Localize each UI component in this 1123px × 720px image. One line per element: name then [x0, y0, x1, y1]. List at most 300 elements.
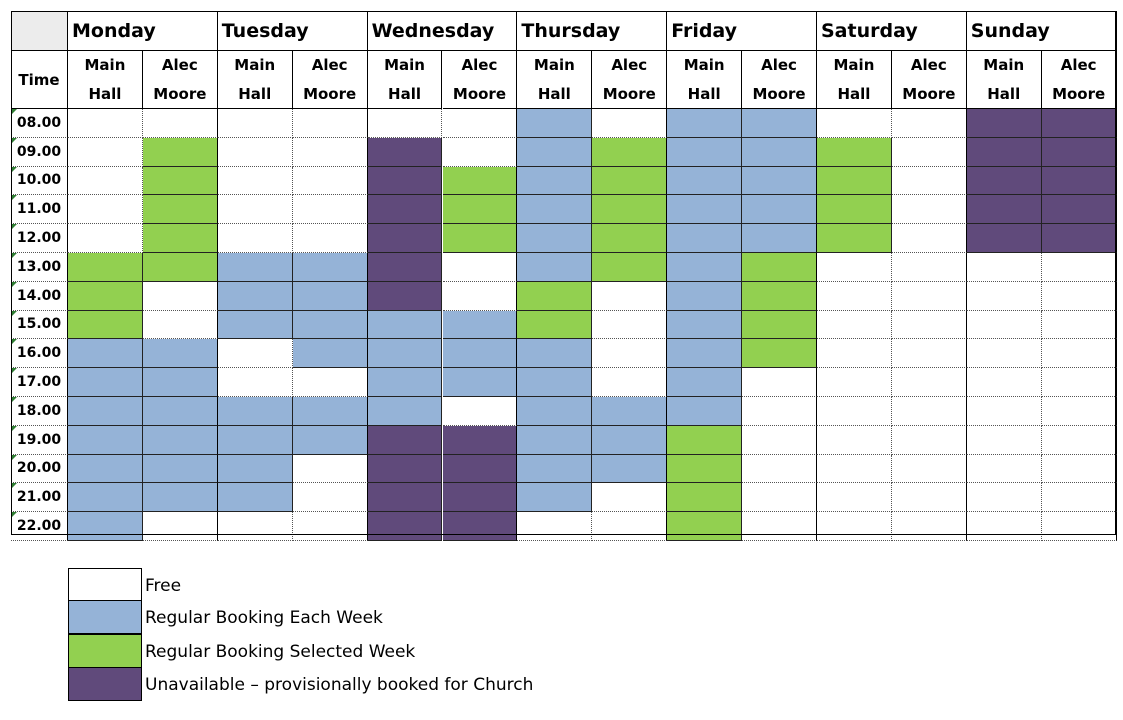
- room-header-line: Hall: [88, 85, 122, 103]
- booking-slot[interactable]: [1042, 455, 1117, 484]
- booking-slot[interactable]: [592, 339, 667, 368]
- booking-slot[interactable]: [68, 455, 143, 484]
- room-header-line: Alec: [1060, 56, 1097, 74]
- room-header-alec-moore: [293, 51, 368, 109]
- booking-slot[interactable]: [742, 483, 817, 512]
- booking-slot[interactable]: [218, 282, 293, 311]
- room-header-line: Main: [84, 56, 126, 74]
- corner-marker-icon: [11, 455, 17, 461]
- booking-slot[interactable]: [667, 426, 742, 455]
- booking-slot[interactable]: [218, 311, 293, 340]
- booking-slot[interactable]: [68, 253, 143, 282]
- booking-slot[interactable]: [517, 512, 592, 541]
- booking-slot[interactable]: [443, 397, 518, 426]
- room-header-line: Moore: [902, 85, 956, 103]
- booking-slot[interactable]: [592, 368, 667, 397]
- booking-slot[interactable]: [667, 483, 742, 512]
- booking-slot[interactable]: [143, 397, 218, 426]
- booking-slot[interactable]: [742, 426, 817, 455]
- booking-slot[interactable]: [68, 397, 143, 426]
- booking-slot[interactable]: [742, 253, 817, 282]
- booking-slot[interactable]: [1042, 339, 1117, 368]
- booking-slot[interactable]: [817, 167, 892, 196]
- booking-slot[interactable]: [592, 109, 667, 138]
- booking-slot[interactable]: [218, 455, 293, 484]
- booking-slot[interactable]: [68, 311, 143, 340]
- booking-slot[interactable]: [967, 138, 1042, 167]
- legend-label: Free: [145, 576, 182, 596]
- booking-slot[interactable]: [517, 253, 592, 282]
- booking-slot[interactable]: [742, 195, 817, 224]
- booking-slot[interactable]: [368, 253, 443, 282]
- booking-slot[interactable]: [443, 368, 518, 397]
- booking-slot[interactable]: [592, 483, 667, 512]
- booking-slot[interactable]: [742, 109, 817, 138]
- booking-slot[interactable]: [592, 426, 667, 455]
- corner-marker-icon: [11, 512, 17, 518]
- booking-slot[interactable]: [517, 138, 592, 167]
- booking-slot[interactable]: [592, 195, 667, 224]
- booking-slot[interactable]: [967, 426, 1042, 455]
- time-cell: [11, 282, 68, 311]
- booking-slot[interactable]: [667, 339, 742, 368]
- booking-slot[interactable]: [218, 167, 293, 196]
- booking-slot[interactable]: [218, 512, 293, 541]
- room-header-line: Main: [983, 56, 1025, 74]
- booking-slot[interactable]: [68, 138, 143, 167]
- booking-slot[interactable]: [218, 368, 293, 397]
- booking-slot[interactable]: [68, 282, 143, 311]
- booking-slot[interactable]: [443, 109, 518, 138]
- legend-swatch: [68, 600, 142, 634]
- booking-slot[interactable]: [817, 282, 892, 311]
- room-header-line: Alec: [761, 56, 797, 74]
- time-label: 17.00: [16, 374, 62, 391]
- booking-slot[interactable]: [1042, 483, 1117, 512]
- booking-slot[interactable]: [517, 195, 592, 224]
- booking-slot[interactable]: [218, 426, 293, 455]
- time-cell: [11, 339, 68, 368]
- room-header-line: Main: [683, 56, 725, 74]
- booking-slot[interactable]: [1042, 138, 1117, 167]
- room-header-main-hall: [517, 51, 592, 109]
- booking-slot[interactable]: [892, 483, 967, 512]
- booking-slot[interactable]: [592, 224, 667, 253]
- booking-slot[interactable]: [667, 195, 742, 224]
- booking-slot[interactable]: [143, 167, 218, 196]
- room-header-main-hall: [967, 51, 1042, 109]
- booking-slot[interactable]: [68, 368, 143, 397]
- booking-slot[interactable]: [817, 426, 892, 455]
- booking-slot[interactable]: [667, 512, 742, 541]
- time-label: 22.00: [16, 518, 62, 535]
- booking-slot[interactable]: [368, 426, 443, 455]
- legend-item: [68, 600, 768, 634]
- booking-slot[interactable]: [293, 483, 368, 512]
- booking-slot[interactable]: [68, 483, 143, 512]
- time-cell: [11, 483, 68, 512]
- legend-item: [68, 634, 768, 668]
- room-header-line: Main: [533, 56, 575, 74]
- booking-slot[interactable]: [293, 368, 368, 397]
- booking-slot[interactable]: [592, 311, 667, 340]
- booking-slot[interactable]: [517, 167, 592, 196]
- booking-slot[interactable]: [817, 397, 892, 426]
- booking-slot[interactable]: [368, 195, 443, 224]
- booking-slot[interactable]: [293, 195, 368, 224]
- time-label: 16.00: [16, 345, 62, 362]
- room-header-line: Moore: [452, 85, 506, 103]
- booking-slot[interactable]: [443, 339, 518, 368]
- day-header-monday: Monday: [68, 11, 218, 51]
- time-label: 15.00: [16, 316, 62, 333]
- room-header-alec-moore: [742, 51, 817, 109]
- booking-slot[interactable]: [368, 512, 443, 541]
- legend-label: Unavailable – provisionally booked for Church: [145, 675, 534, 695]
- room-header-line: Moore: [303, 85, 357, 103]
- booking-slot[interactable]: [293, 224, 368, 253]
- booking-slot[interactable]: [517, 339, 592, 368]
- booking-slot[interactable]: [1042, 397, 1117, 426]
- booking-slot[interactable]: [742, 138, 817, 167]
- booking-slot[interactable]: [443, 282, 518, 311]
- corner-marker-icon: [11, 339, 17, 345]
- booking-slot[interactable]: [892, 397, 967, 426]
- booking-slot[interactable]: [293, 167, 368, 196]
- booking-slot[interactable]: [967, 397, 1042, 426]
- booking-slot[interactable]: [443, 195, 518, 224]
- time-label: 11.00: [16, 201, 62, 218]
- booking-slot[interactable]: [443, 138, 518, 167]
- legend-label: Regular Booking Each Week: [145, 608, 383, 628]
- booking-slot[interactable]: [68, 339, 143, 368]
- booking-slot[interactable]: [1042, 195, 1117, 224]
- booking-slot[interactable]: [967, 167, 1042, 196]
- booking-slot[interactable]: [517, 397, 592, 426]
- booking-slot[interactable]: [667, 397, 742, 426]
- booking-slot[interactable]: [967, 368, 1042, 397]
- booking-slot[interactable]: [443, 483, 518, 512]
- booking-slot[interactable]: [892, 253, 967, 282]
- booking-slot[interactable]: [967, 195, 1042, 224]
- time-label: 14.00: [16, 287, 62, 304]
- corner-marker-icon: [11, 282, 17, 288]
- time-label: 21.00: [16, 489, 62, 506]
- booking-slot[interactable]: [443, 224, 518, 253]
- booking-slot[interactable]: [443, 311, 518, 340]
- booking-slot[interactable]: [293, 397, 368, 426]
- room-header-line: Hall: [987, 85, 1021, 103]
- booking-slot[interactable]: [293, 282, 368, 311]
- room-header-main-hall: [667, 51, 742, 109]
- room-header-line: Moore: [602, 85, 656, 103]
- time-label: 10.00: [16, 172, 62, 189]
- booking-slot[interactable]: [667, 455, 742, 484]
- booking-slot[interactable]: [293, 311, 368, 340]
- booking-slot[interactable]: [1042, 253, 1117, 282]
- corner-marker-icon: [11, 253, 17, 259]
- booking-slot[interactable]: [517, 224, 592, 253]
- booking-slot[interactable]: [368, 339, 443, 368]
- time-label: 19.00: [16, 431, 62, 448]
- booking-slot[interactable]: [1042, 368, 1117, 397]
- booking-slot[interactable]: [368, 224, 443, 253]
- booking-slot[interactable]: [68, 426, 143, 455]
- corner-marker-icon: [11, 311, 17, 317]
- booking-slot[interactable]: [817, 138, 892, 167]
- booking-slot[interactable]: [592, 253, 667, 282]
- room-header-alec-moore: [592, 51, 667, 109]
- booking-slot[interactable]: [293, 455, 368, 484]
- booking-slot[interactable]: [817, 339, 892, 368]
- booking-slot[interactable]: [517, 109, 592, 138]
- booking-slot[interactable]: [892, 311, 967, 340]
- booking-slot[interactable]: [143, 512, 218, 541]
- booking-slot[interactable]: [293, 426, 368, 455]
- room-header-line: Main: [833, 56, 875, 74]
- day-header-thursday: Thursday: [517, 11, 667, 51]
- booking-slot[interactable]: [592, 512, 667, 541]
- day-header-friday: Friday: [667, 11, 817, 51]
- booking-slot[interactable]: [892, 455, 967, 484]
- booking-slot[interactable]: [742, 311, 817, 340]
- booking-slot[interactable]: [667, 253, 742, 282]
- booking-slot[interactable]: [68, 167, 143, 196]
- booking-slot[interactable]: [143, 339, 218, 368]
- time-label: 20.00: [16, 460, 62, 477]
- booking-slot[interactable]: [817, 109, 892, 138]
- room-header-line: Alec: [161, 56, 198, 74]
- time-cell: [11, 397, 68, 426]
- booking-slot[interactable]: [817, 483, 892, 512]
- corner-marker-icon: [11, 426, 17, 432]
- booking-slot[interactable]: [742, 368, 817, 397]
- booking-slot[interactable]: [218, 224, 293, 253]
- booking-slot[interactable]: [742, 282, 817, 311]
- booking-slot[interactable]: [667, 311, 742, 340]
- booking-slot[interactable]: [967, 253, 1042, 282]
- booking-slot[interactable]: [1042, 167, 1117, 196]
- booking-slot[interactable]: [967, 224, 1042, 253]
- room-header-line: Moore: [752, 85, 806, 103]
- booking-slot[interactable]: [293, 138, 368, 167]
- booking-slot[interactable]: [1042, 311, 1117, 340]
- booking-slot[interactable]: [817, 455, 892, 484]
- room-header-line: Moore: [1052, 85, 1106, 103]
- booking-slot[interactable]: [1042, 282, 1117, 311]
- booking-slot[interactable]: [592, 138, 667, 167]
- time-cell: [11, 195, 68, 224]
- booking-slot[interactable]: [368, 455, 443, 484]
- booking-slot[interactable]: [892, 368, 967, 397]
- booking-slot[interactable]: [143, 109, 218, 138]
- time-label: 13.00: [16, 258, 62, 275]
- booking-slot[interactable]: [368, 311, 443, 340]
- corner-marker-icon: [11, 368, 17, 374]
- booking-slot[interactable]: [592, 397, 667, 426]
- corner-cell: [11, 11, 68, 51]
- booking-slot[interactable]: [667, 138, 742, 167]
- booking-slot[interactable]: [592, 455, 667, 484]
- booking-slot[interactable]: [967, 455, 1042, 484]
- booking-slot[interactable]: [443, 426, 518, 455]
- booking-slot[interactable]: [517, 368, 592, 397]
- booking-slot[interactable]: [667, 167, 742, 196]
- booking-slot[interactable]: [817, 311, 892, 340]
- booking-slot[interactable]: [143, 282, 218, 311]
- booking-slot[interactable]: [892, 138, 967, 167]
- room-header-line: Hall: [388, 85, 422, 103]
- booking-slot[interactable]: [293, 253, 368, 282]
- booking-slot[interactable]: [817, 253, 892, 282]
- time-cell: [11, 109, 68, 138]
- booking-slot[interactable]: [967, 109, 1042, 138]
- booking-slot[interactable]: [742, 224, 817, 253]
- booking-slot[interactable]: [143, 455, 218, 484]
- booking-slot[interactable]: [293, 339, 368, 368]
- booking-slot[interactable]: [368, 167, 443, 196]
- booking-slot[interactable]: [218, 253, 293, 282]
- legend-swatch: [68, 667, 142, 701]
- room-header-line: Hall: [238, 85, 272, 103]
- booking-slot[interactable]: [1042, 224, 1117, 253]
- booking-slot[interactable]: [667, 368, 742, 397]
- booking-slot[interactable]: [592, 282, 667, 311]
- room-header-line: Alec: [611, 56, 648, 74]
- time-cell: [11, 512, 68, 541]
- corner-marker-icon: [11, 167, 17, 173]
- room-header-line: Alec: [311, 56, 348, 74]
- legend-item: [68, 667, 768, 701]
- booking-slot[interactable]: [443, 455, 518, 484]
- booking-slot[interactable]: [892, 339, 967, 368]
- booking-slot[interactable]: [368, 483, 443, 512]
- legend-swatch: [68, 634, 142, 668]
- day-header-tuesday: Tuesday: [218, 11, 368, 51]
- booking-slot[interactable]: [892, 224, 967, 253]
- booking-slot[interactable]: [143, 368, 218, 397]
- booking-slot[interactable]: [817, 512, 892, 541]
- booking-slot[interactable]: [967, 339, 1042, 368]
- room-header-line: Alec: [910, 56, 947, 74]
- time-cell: [11, 224, 68, 253]
- booking-slot[interactable]: [218, 138, 293, 167]
- booking-slot[interactable]: [967, 311, 1042, 340]
- time-cell: [11, 311, 68, 340]
- booking-slot[interactable]: [368, 397, 443, 426]
- booking-slot[interactable]: [892, 195, 967, 224]
- booking-slot[interactable]: [443, 253, 518, 282]
- booking-slot[interactable]: [817, 195, 892, 224]
- booking-slot[interactable]: [368, 109, 443, 138]
- booking-slot[interactable]: [68, 224, 143, 253]
- booking-slot[interactable]: [742, 397, 817, 426]
- booking-slot[interactable]: [443, 512, 518, 541]
- room-header-line: Hall: [537, 85, 571, 103]
- booking-slot[interactable]: [143, 195, 218, 224]
- booking-slot[interactable]: [218, 397, 293, 426]
- legend-swatch: [68, 568, 142, 602]
- booking-slot[interactable]: [517, 455, 592, 484]
- corner-marker-icon: [11, 138, 17, 144]
- day-header-saturday: Saturday: [817, 11, 967, 51]
- booking-slot[interactable]: [517, 282, 592, 311]
- room-header-alec-moore: [1042, 51, 1117, 109]
- booking-slot[interactable]: [143, 483, 218, 512]
- time-column-header: Time: [11, 51, 68, 109]
- legend-item: [68, 568, 768, 602]
- booking-slot[interactable]: [892, 426, 967, 455]
- booking-slot[interactable]: [443, 167, 518, 196]
- booking-slot[interactable]: [592, 167, 667, 196]
- booking-slot[interactable]: [218, 109, 293, 138]
- booking-slot[interactable]: [143, 253, 218, 282]
- booking-slot[interactable]: [517, 483, 592, 512]
- booking-slot[interactable]: [1042, 109, 1117, 138]
- booking-slot[interactable]: [68, 195, 143, 224]
- booking-slot[interactable]: [143, 426, 218, 455]
- booking-slot[interactable]: [967, 512, 1042, 541]
- room-header-line: Hall: [837, 85, 871, 103]
- booking-slot[interactable]: [1042, 426, 1117, 455]
- room-header-main-hall: [218, 51, 293, 109]
- booking-slot[interactable]: [368, 282, 443, 311]
- booking-slot[interactable]: [68, 109, 143, 138]
- booking-slot[interactable]: [368, 368, 443, 397]
- booking-slot[interactable]: [967, 282, 1042, 311]
- time-label: 18.00: [16, 402, 62, 419]
- corner-marker-icon: [11, 483, 17, 489]
- booking-slot[interactable]: [368, 138, 443, 167]
- booking-slot[interactable]: [1042, 512, 1117, 541]
- room-header-alec-moore: [143, 51, 218, 109]
- booking-slot[interactable]: [667, 224, 742, 253]
- booking-slot[interactable]: [143, 224, 218, 253]
- room-header-alec-moore: [443, 51, 518, 109]
- time-label: 12.00: [16, 230, 62, 247]
- booking-slot[interactable]: [293, 512, 368, 541]
- booking-slot[interactable]: [218, 483, 293, 512]
- booking-slot[interactable]: [218, 195, 293, 224]
- booking-slot[interactable]: [293, 109, 368, 138]
- booking-slot[interactable]: [742, 512, 817, 541]
- booking-slot[interactable]: [667, 282, 742, 311]
- booking-slot[interactable]: [68, 512, 143, 541]
- booking-slot[interactable]: [517, 426, 592, 455]
- booking-slot[interactable]: [742, 455, 817, 484]
- booking-slot[interactable]: [892, 109, 967, 138]
- booking-slot[interactable]: [742, 339, 817, 368]
- booking-slot[interactable]: [667, 109, 742, 138]
- booking-slot[interactable]: [892, 512, 967, 541]
- booking-slot[interactable]: [742, 167, 817, 196]
- time-cell: [11, 455, 68, 484]
- corner-marker-icon: [11, 195, 17, 201]
- booking-slot[interactable]: [517, 311, 592, 340]
- booking-slot[interactable]: [967, 483, 1042, 512]
- booking-slot[interactable]: [143, 138, 218, 167]
- booking-slot[interactable]: [892, 167, 967, 196]
- time-cell: [11, 167, 68, 196]
- room-header-line: Alec: [461, 56, 498, 74]
- room-header-line: Hall: [687, 85, 721, 103]
- booking-slot[interactable]: [143, 311, 218, 340]
- booking-slot[interactable]: [892, 282, 967, 311]
- booking-slot[interactable]: [817, 224, 892, 253]
- booking-slot[interactable]: [218, 339, 293, 368]
- room-header-main-hall: [817, 51, 892, 109]
- booking-slot[interactable]: [817, 368, 892, 397]
